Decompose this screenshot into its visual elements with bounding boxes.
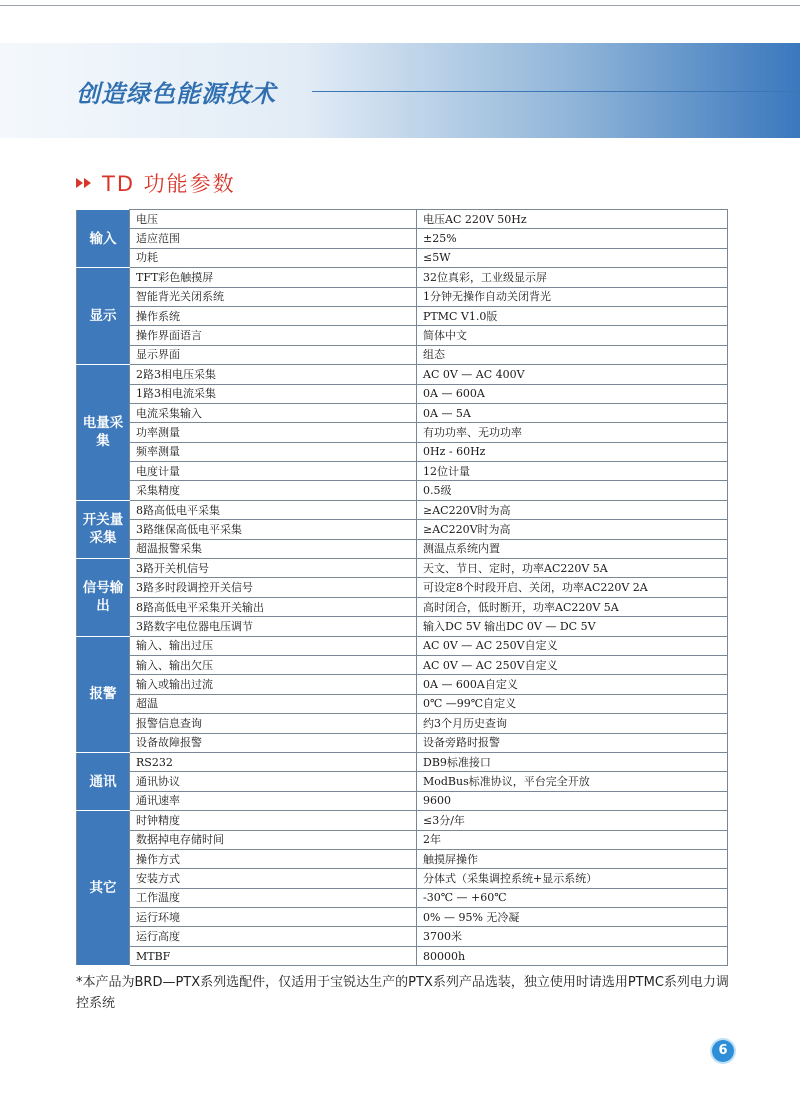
section-title: TD 功能参数	[102, 172, 236, 196]
category-cell: 其它	[77, 811, 130, 966]
param-value-cell: 电压AC 220V 50Hz	[417, 210, 728, 229]
table-row	[77, 772, 728, 791]
param-name-cell: 通讯速率	[130, 791, 417, 810]
param-value-cell: AC 0V — AC 400V	[417, 365, 728, 384]
table-row	[77, 365, 728, 384]
param-name-cell: 超温报警采集	[130, 539, 417, 558]
table-row	[77, 210, 728, 229]
table-row	[77, 830, 728, 849]
param-name-cell: 操作方式	[130, 849, 417, 868]
category-cell: 显示	[77, 268, 130, 365]
table-row	[77, 617, 728, 636]
param-value-cell: -30℃ — +60℃	[417, 888, 728, 907]
param-name-cell: 8路高低电平采集	[130, 500, 417, 519]
param-value-cell: 有功功率、无功功率	[417, 423, 728, 442]
param-name-cell: 输入或输出过流	[130, 675, 417, 694]
param-name-cell: 3路继保高低电平采集	[130, 520, 417, 539]
param-value-cell: 0A — 600A自定义	[417, 675, 728, 694]
table-row	[77, 849, 728, 868]
param-name-cell: 3路数字电位器电压调节	[130, 617, 417, 636]
table-row	[77, 423, 728, 442]
table-row	[77, 268, 728, 287]
table-row	[77, 559, 728, 578]
table-row	[77, 946, 728, 965]
double-arrow-icon	[76, 178, 92, 188]
table-row	[77, 306, 728, 325]
table-row	[77, 287, 728, 306]
param-name-cell: 智能背光关闭系统	[130, 287, 417, 306]
param-value-cell: 0Hz - 60Hz	[417, 442, 728, 461]
param-name-cell: 3路开关机信号	[130, 559, 417, 578]
param-name-cell: 3路多时段调控开关信号	[130, 578, 417, 597]
param-value-cell: ≤5W	[417, 248, 728, 267]
param-value-cell: 80000h	[417, 946, 728, 965]
param-value-cell: 约3个月历史查询	[417, 714, 728, 733]
param-value-cell: 0.5级	[417, 481, 728, 500]
param-name-cell: 运行高度	[130, 927, 417, 946]
param-name-cell: 电度计量	[130, 462, 417, 481]
param-name-cell: 电压	[130, 210, 417, 229]
param-value-cell: 0℃ —99℃自定义	[417, 694, 728, 713]
param-name-cell: 8路高低电平采集开关输出	[130, 597, 417, 616]
category-cell: 电量采集	[77, 365, 130, 501]
table-row	[77, 869, 728, 888]
param-name-cell: 2路3相电压采集	[130, 365, 417, 384]
table-row	[77, 248, 728, 267]
page-number-badge: 6	[712, 1040, 734, 1062]
param-value-cell: 简体中文	[417, 326, 728, 345]
table-row	[77, 442, 728, 461]
spec-table	[76, 209, 728, 966]
table-row	[77, 462, 728, 481]
param-value-cell: 输入DC 5V 输出DC 0V — DC 5V	[417, 617, 728, 636]
table-row	[77, 539, 728, 558]
param-value-cell: ±25%	[417, 229, 728, 248]
param-value-cell: ≤3分/年	[417, 811, 728, 830]
table-row	[77, 791, 728, 810]
table-row	[77, 694, 728, 713]
table-row	[77, 675, 728, 694]
table-row	[77, 384, 728, 403]
param-value-cell: 3700米	[417, 927, 728, 946]
param-name-cell: 操作界面语言	[130, 326, 417, 345]
param-name-cell: 数据掉电存储时间	[130, 830, 417, 849]
section-heading	[76, 168, 236, 198]
param-value-cell: DB9标准接口	[417, 752, 728, 771]
banner-title: 创造绿色能源技术	[76, 80, 276, 108]
param-value-cell: 1分钟无操作自动关闭背光	[417, 287, 728, 306]
param-name-cell: 工作温度	[130, 888, 417, 907]
param-name-cell: 报警信息查询	[130, 714, 417, 733]
param-value-cell: 0A — 5A	[417, 403, 728, 422]
param-name-cell: 超温	[130, 694, 417, 713]
param-value-cell: PTMC V1.0版	[417, 306, 728, 325]
param-name-cell: 设备故障报警	[130, 733, 417, 752]
table-row	[77, 520, 728, 539]
param-name-cell: 适应范围	[130, 229, 417, 248]
table-row	[77, 345, 728, 364]
param-value-cell: AC 0V — AC 250V自定义	[417, 636, 728, 655]
category-cell: 信号输出	[77, 559, 130, 637]
param-name-cell: 安装方式	[130, 869, 417, 888]
param-value-cell: 32位真彩，工业级显示屏	[417, 268, 728, 287]
category-cell: 报警	[77, 636, 130, 752]
param-name-cell: MTBF	[130, 946, 417, 965]
param-value-cell: 高时闭合，低时断开，功率AC220V 5A	[417, 597, 728, 616]
table-row	[77, 500, 728, 519]
param-value-cell: 分体式（采集调控系统+显示系统）	[417, 869, 728, 888]
table-row	[77, 403, 728, 422]
table-row	[77, 888, 728, 907]
table-row	[77, 655, 728, 674]
table-row	[77, 578, 728, 597]
param-value-cell: AC 0V — AC 250V自定义	[417, 655, 728, 674]
param-value-cell: 天文、节日、定时，功率AC220V 5A	[417, 559, 728, 578]
table-row	[77, 752, 728, 771]
param-name-cell: 采集精度	[130, 481, 417, 500]
param-value-cell: 测温点系统内置	[417, 539, 728, 558]
category-cell: 开关量采集	[77, 500, 130, 558]
param-name-cell: 通讯协议	[130, 772, 417, 791]
param-value-cell: 0A — 600A	[417, 384, 728, 403]
table-row	[77, 326, 728, 345]
param-value-cell: 设备旁路时报警	[417, 733, 728, 752]
table-row	[77, 811, 728, 830]
category-cell: 通讯	[77, 752, 130, 810]
param-name-cell: 电流采集输入	[130, 403, 417, 422]
param-name-cell: 功率测量	[130, 423, 417, 442]
param-name-cell: 1路3相电流采集	[130, 384, 417, 403]
param-name-cell: RS232	[130, 752, 417, 771]
table-row	[77, 908, 728, 927]
param-value-cell: 0% — 95% 无冷凝	[417, 908, 728, 927]
param-value-cell: 2年	[417, 830, 728, 849]
param-name-cell: 时钟精度	[130, 811, 417, 830]
table-row	[77, 597, 728, 616]
table-row	[77, 481, 728, 500]
param-value-cell: 触摸屏操作	[417, 849, 728, 868]
param-value-cell: 12位计量	[417, 462, 728, 481]
table-row	[77, 927, 728, 946]
param-name-cell: 输入、输出过压	[130, 636, 417, 655]
param-name-cell: 输入、输出欠压	[130, 655, 417, 674]
param-value-cell: ModBus标准协议，平台完全开放	[417, 772, 728, 791]
param-name-cell: 运行环境	[130, 908, 417, 927]
footnote: *本产品为BRD—PTX系列选配件，仅适用于宝锐达生产的PTX系列产品选装，独立使用时请选用PTMC系列电力调控系统	[76, 975, 729, 1011]
param-value-cell: 9600	[417, 791, 728, 810]
param-name-cell: 显示界面	[130, 345, 417, 364]
param-name-cell: TFT彩色触摸屏	[130, 268, 417, 287]
table-row	[77, 714, 728, 733]
top-rule	[0, 5, 800, 6]
table-row	[77, 636, 728, 655]
param-value-cell: ≥AC220V时为高	[417, 500, 728, 519]
banner-divider	[312, 91, 800, 92]
param-name-cell: 功耗	[130, 248, 417, 267]
param-value-cell: 组态	[417, 345, 728, 364]
param-value-cell: 可设定8个时段开启、关闭，功率AC220V 2A	[417, 578, 728, 597]
param-value-cell: ≥AC220V时为高	[417, 520, 728, 539]
table-row	[77, 229, 728, 248]
param-name-cell: 操作系统	[130, 306, 417, 325]
category-cell: 输入	[77, 210, 130, 268]
table-row	[77, 733, 728, 752]
param-name-cell: 频率测量	[130, 442, 417, 461]
